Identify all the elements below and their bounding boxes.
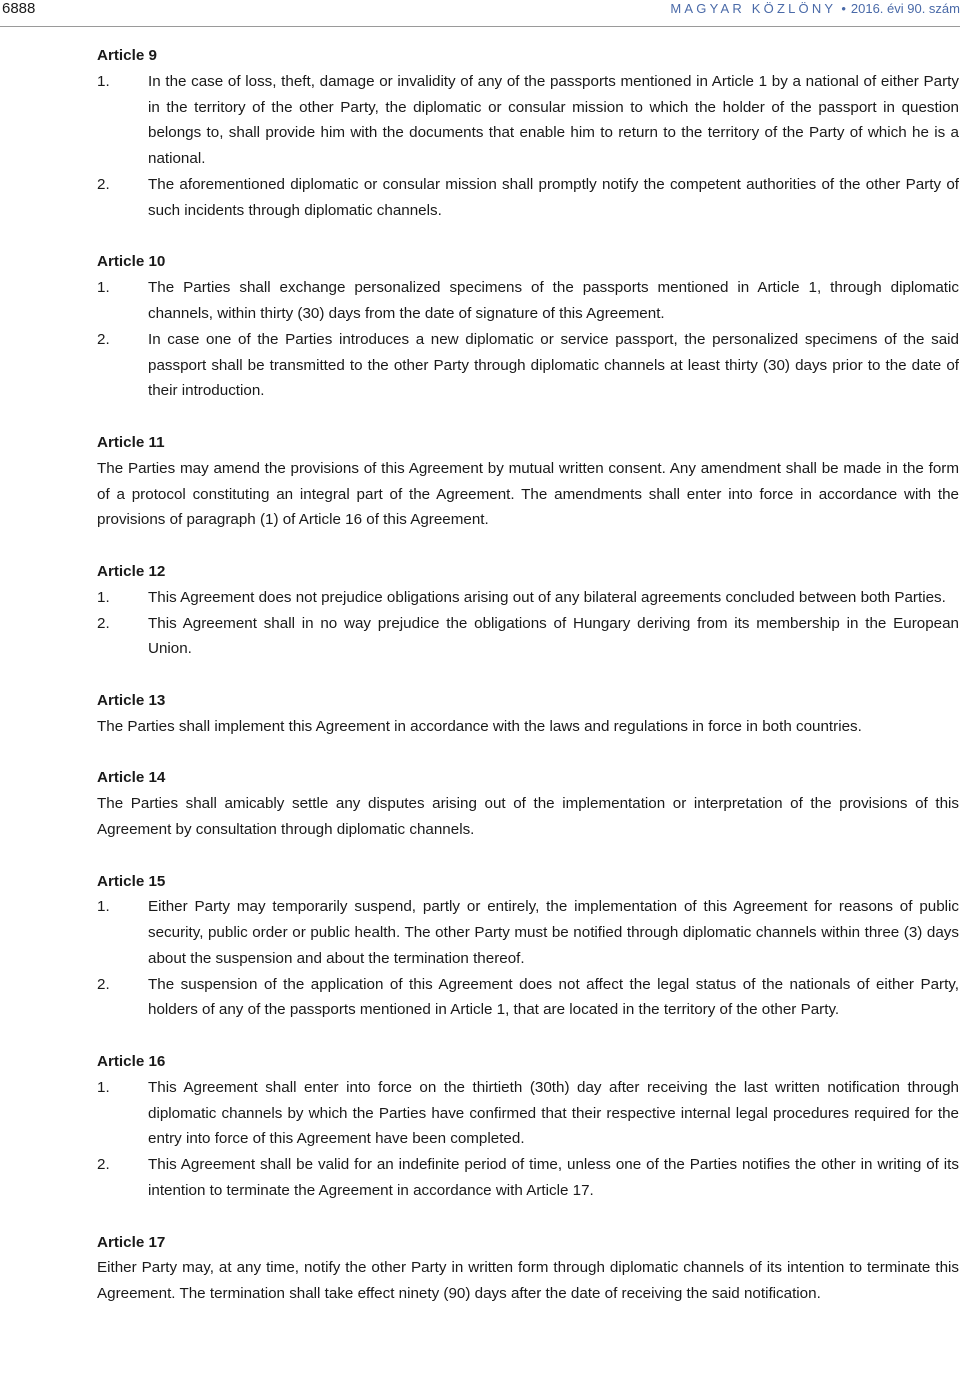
paragraph-text: The Parties shall amicably settle any disputes arising out of the implementation or interpretation of the provisions of this Agreement by consultation through diplomatic channels. [97,795,959,838]
article-section [97,1049,959,1204]
article-title: Article 16 [97,1053,166,1071]
article-section [97,765,959,842]
paragraph-number: 2. [97,330,110,348]
paragraph-number: 2. [97,975,110,993]
document-body [97,43,959,1333]
journal-title: MAGYAR KÖZLÖNY [670,1,837,16]
paragraph-text: The aforementioned diplomatic or consular mission shall promptly notify the competent authorities of the other Party of such incidents through diplomatic channels. [148,175,959,219]
issue-label: 2016. évi 90. szám [850,1,960,16]
page-number: 6888 [2,0,36,17]
paragraph-text: This Agreement shall be valid for an indefinite period of time, unless one of the Parties notifies the other in writing of its intention to terminate the Agreement in accordance with Article 17. [148,1156,959,1200]
article-title: Article 15 [97,872,166,890]
paragraph-text: The suspension of the application of this Agreement does not affect the legal status of the nationals of either Party, holders of any of the passports mentioned in Article 1, that are located in the territory of the other Party. [148,975,959,1019]
article-title: Article 9 [97,47,157,64]
paragraph-text: In case one of the Parties introduces a new diplomatic or service passport, the personalized specimens of the said passport shall be transmitted to the other Party through diplomatic channels at least thirty (30) days prior to the date of their introduction. [148,330,959,400]
numbered-paragraph [97,69,959,172]
paragraph-number: 1. [97,279,110,297]
numbered-paragraph [97,275,959,327]
running-head [670,1,960,16]
paragraph-number: 2. [97,1156,110,1174]
paragraph-number: 2. [97,175,110,193]
article-title: Article 14 [97,769,166,787]
paragraph-number: 2. [97,614,110,632]
paragraph-text: In the case of loss, theft, damage or invalidity of any of the passports mentioned in Article 1 by a national of either Party in the territory of the other Party, the diplomatic or consular mission to which the holder of the passport in question belongs to, shall provide him with the documents that enable him to return to the territory of the Party of which he is a national. [148,72,959,168]
page-header [0,0,960,27]
numbered-paragraph [97,894,959,971]
article-section [97,559,959,662]
article-section [97,43,959,224]
numbered-paragraph [97,972,959,1024]
article-title: Article 12 [97,562,166,580]
article-section [97,1230,959,1307]
numbered-paragraph [97,1152,959,1204]
article-title: Article 10 [97,253,166,271]
numbered-paragraph [97,585,959,611]
paragraph-text: This Agreement does not prejudice obligations arising out of any bilateral agreements concluded between both Parties. [148,588,946,606]
paragraph-number: 1. [97,898,110,916]
paragraph-text: The Parties shall implement this Agreement in accordance with the laws and regulations in force in both countries. [97,717,862,735]
article-section [97,688,959,740]
paragraph-text: This Agreement shall in no way prejudice the obligations of Hungary deriving from its membership in the European Union. [148,614,959,658]
paragraph-text: The Parties may amend the provisions of this Agreement by mutual written consent. Any amendment shall be made in the form of a protocol constituting an integral part of the Agreement. The amendments shall enter into force in accordance with the provisions of paragraph (1) of Article 16 of this Agreement. [97,459,959,529]
paragraph-number: 1. [97,588,110,606]
numbered-paragraph [97,327,959,404]
paragraph-text: Either Party may, at any time, notify the other Party in written form through diplomatic channels of its intention to terminate this Agreement. The termination shall take effect ninety (90) days after the date of receiving the said notification. [97,1259,959,1303]
article-title: Article 13 [97,691,166,709]
paragraph-text: This Agreement shall enter into force on the thirtieth (30th) day after receiving the last written notification through diplomatic channels by which the Parties have confirmed that their respective internal legal procedures required for the entry into force of this Agreement have been completed. [148,1078,959,1148]
numbered-paragraph [97,611,959,663]
article-title: Article 11 [97,433,165,451]
paragraph-number: 1. [97,1078,110,1096]
numbered-paragraph [97,1075,959,1152]
paragraph-text: Either Party may temporarily suspend, partly or entirely, the implementation of this Agreement for reasons of public security, public order or public health. The other Party must be notified through diplomatic channels within three (3) days about the suspension and about the termination thereof. [148,898,959,967]
article-title: Article 17 [97,1233,166,1251]
article-section [97,430,959,533]
paragraph-number: 1. [97,72,110,90]
article-section [97,869,959,1024]
article-section [97,249,959,404]
paragraph-text: The Parties shall exchange personalized specimens of the passports mentioned in Article 1, through diplomatic channels, within thirty (30) days from the date of signature of this Agreement. [148,279,959,322]
numbered-paragraph [97,172,959,224]
header-bullet: • [841,1,846,16]
